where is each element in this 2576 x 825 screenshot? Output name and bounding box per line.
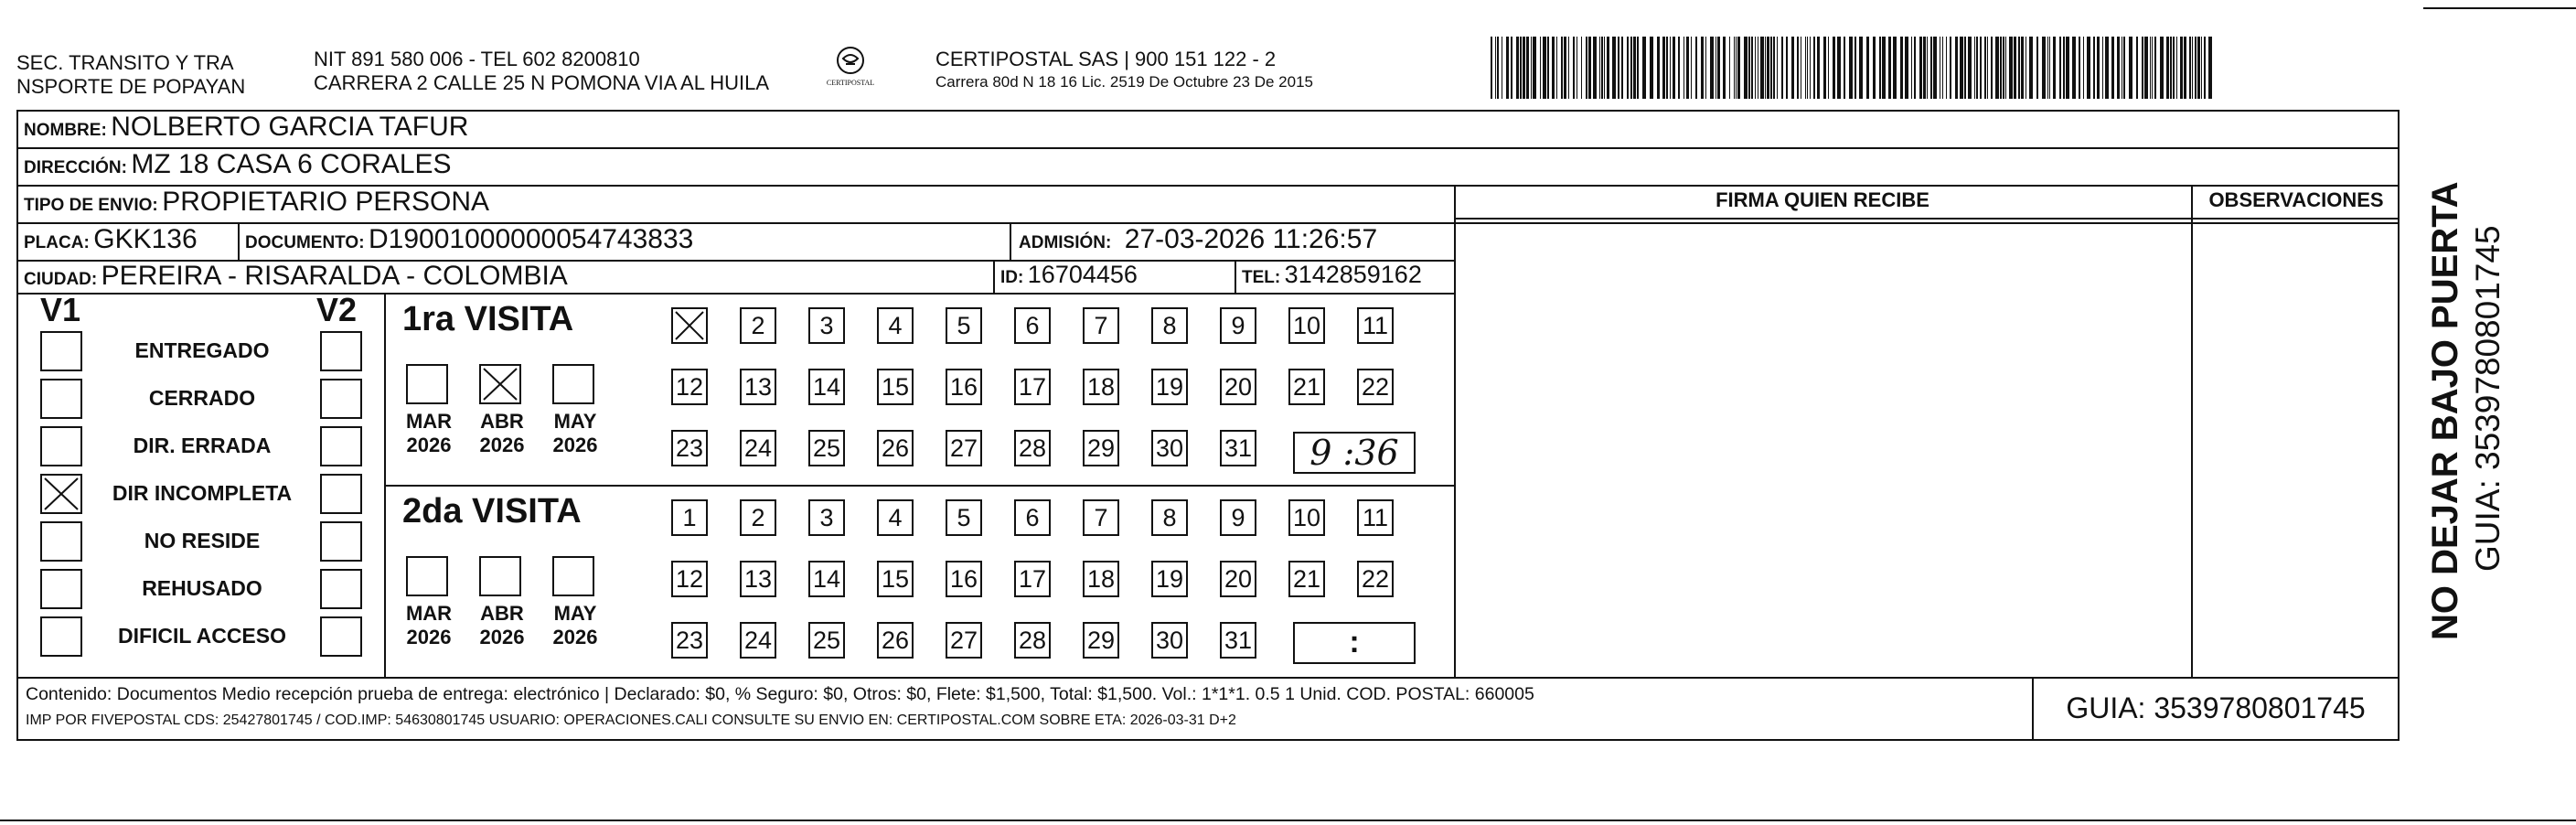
id-value: 16704456	[1027, 261, 1138, 288]
status-v1-checkbox[interactable]	[40, 379, 82, 419]
second-visit-day-box[interactable]: 21	[1288, 561, 1325, 597]
first-visit-day-box[interactable]: 2	[740, 307, 776, 344]
first-visit-day-box[interactable]: 16	[946, 369, 982, 405]
status-v2-checkbox[interactable]	[320, 521, 362, 562]
status-label: DIFICIL ACCESO	[117, 624, 286, 648]
status-v2-checkbox[interactable]	[320, 426, 362, 466]
second-visit-day-box[interactable]: 6	[1014, 499, 1051, 536]
first-visit-day-box[interactable]: 12	[671, 369, 708, 405]
status-v1-checkbox[interactable]	[40, 474, 82, 514]
first-visit-month-checkbox[interactable]	[552, 364, 594, 404]
second-visit-day-box[interactable]: 27	[946, 622, 982, 659]
second-visit-day-box[interactable]: 18	[1083, 561, 1119, 597]
first-visit-day-box[interactable]: 11	[1357, 307, 1394, 344]
first-visit-month-label	[470, 410, 534, 457]
month-year: 2026	[406, 626, 452, 648]
first-visit-day-box[interactable]: 9	[1220, 307, 1256, 344]
first-visit-day-box[interactable]	[671, 307, 708, 344]
second-visit-month-label	[470, 602, 534, 649]
month-year: 2026	[552, 434, 598, 456]
first-visit-day-box[interactable]: 15	[877, 369, 914, 405]
tel-label: TEL:	[1242, 268, 1281, 287]
placa-label: PLACA:	[24, 233, 90, 252]
month-year: 2026	[479, 434, 525, 456]
admision-cell	[1019, 224, 1377, 255]
second-visit-time[interactable]	[1293, 622, 1416, 664]
month-name: MAY	[553, 602, 597, 625]
col-divider	[1235, 260, 1236, 293]
first-visit-day-box[interactable]: 17	[1014, 369, 1051, 405]
second-visit-day-box[interactable]: 19	[1151, 561, 1188, 597]
month-name: MAY	[553, 410, 597, 433]
second-visit-month-label	[543, 602, 607, 649]
status-label: DIR. ERRADA	[133, 434, 272, 457]
company-license: Carrera 80d N 18 16 Lic. 2519 De Octubre 23 De 2015	[935, 73, 1313, 91]
nombre-value: NOLBERTO GARCIA TAFUR	[111, 112, 469, 142]
v1-label: V1	[40, 291, 81, 328]
v2-label: V2	[316, 291, 358, 328]
col-divider	[1010, 222, 1011, 260]
second-visit-day-box[interactable]: 9	[1220, 499, 1256, 536]
status-label: CERRADO	[148, 386, 256, 410]
sender-office-line-2: NSPORTE DE POPAYAN	[16, 75, 246, 98]
first-visit-day-box[interactable]: 8	[1151, 307, 1188, 344]
observaciones-area[interactable]	[2193, 220, 2398, 675]
first-visit-day-box[interactable]: 19	[1151, 369, 1188, 405]
second-visit-day-box[interactable]: 11	[1357, 499, 1394, 536]
ciudad-label: CIUDAD:	[24, 270, 98, 289]
month-name: MAR	[405, 602, 453, 625]
second-visit-month-label	[397, 602, 461, 649]
barcode	[1489, 37, 2215, 99]
contenido-text: Contenido: Documentos Medio recepción prueba de entrega: electrónico | Declarado: $0, % Seguro: $0, Otros: $0, Flete: $1,500, Total: $1,500. Vol.: 1*1*1. 0.5 1 Unid. COD. POSTAL: 660005	[26, 684, 1534, 704]
first-visit-day-box[interactable]: 5	[946, 307, 982, 344]
second-visit-day-box[interactable]: 8	[1151, 499, 1188, 536]
sender-contact	[314, 48, 769, 95]
first-visit-day-box[interactable]: 13	[740, 369, 776, 405]
company-info	[935, 48, 1313, 93]
second-visit-day-box[interactable]: 17	[1014, 561, 1051, 597]
nombre-row	[24, 112, 468, 143]
documento-label: DOCUMENTO:	[245, 233, 365, 252]
status-label: REHUSADO	[142, 576, 262, 600]
status-v1-checkbox[interactable]	[40, 616, 82, 657]
second-visit-day-box[interactable]: 13	[740, 561, 776, 597]
admision-value: 27-03-2026 11:26:57	[1124, 224, 1378, 254]
first-visit-day-box[interactable]: 29	[1083, 430, 1119, 466]
first-visit-month-checkbox[interactable]	[406, 364, 448, 404]
first-visit-day-box[interactable]: 30	[1151, 430, 1188, 466]
first-visit-day-box[interactable]: 21	[1288, 369, 1325, 405]
status-v2-checkbox[interactable]	[320, 616, 362, 657]
id-label: ID:	[1000, 268, 1024, 287]
first-visit-title: 1ra VISITA	[402, 300, 574, 338]
second-visit-month-checkbox[interactable]	[406, 556, 448, 596]
first-visit-month-checkbox[interactable]	[479, 364, 521, 404]
second-visit-day-box[interactable]: 31	[1220, 622, 1256, 659]
second-visit-day-box[interactable]: 30	[1151, 622, 1188, 659]
logo-text: CERTIPOSTAL	[826, 79, 875, 87]
second-visit-day-box[interactable]: 20	[1220, 561, 1256, 597]
second-visit-day-box[interactable]: 23	[671, 622, 708, 659]
month-year: 2026	[479, 626, 525, 648]
side-notice: NO DEJAR BAJO PUERTA	[2425, 181, 2465, 640]
direccion-value: MZ 18 CASA 6 CORALES	[131, 149, 452, 179]
month-year: 2026	[552, 626, 598, 648]
second-visit-title: 2da VISITA	[402, 492, 582, 530]
second-visit-day-box[interactable]: 16	[946, 561, 982, 597]
second-visit-day-box[interactable]: 22	[1357, 561, 1394, 597]
month-name: ABR	[480, 410, 524, 433]
imp-text: IMP POR FIVEPOSTAL CDS: 25427801745 / COD.IMP: 54630801745 USUARIO: OPERACIONES.CALI CONSULTE SU ENVIO EN: CERTIPOSTAL.COM SOBRE ETA: 2026-03-31 D+2	[26, 712, 1236, 728]
second-visit-day-box[interactable]: 7	[1083, 499, 1119, 536]
first-visit-day-box[interactable]: 7	[1083, 307, 1119, 344]
second-visit-day-box[interactable]: 25	[808, 622, 845, 659]
first-visit-time-value: 9 :36	[1309, 433, 1399, 473]
first-visit-day-box[interactable]: 26	[877, 430, 914, 466]
second-visit-time-value: :	[1349, 625, 1360, 659]
page-bottom-line	[0, 820, 2576, 821]
first-visit-day-box[interactable]: 14	[808, 369, 845, 405]
direccion-row	[24, 149, 452, 180]
first-visit-day-box[interactable]: 10	[1288, 307, 1325, 344]
status-v2-checkbox[interactable]	[320, 569, 362, 609]
row-divider	[384, 485, 1454, 487]
second-visit-month-checkbox[interactable]	[479, 556, 521, 596]
row-divider	[16, 677, 2400, 679]
status-v2-checkbox[interactable]	[320, 331, 362, 371]
second-visit-day-box[interactable]: 26	[877, 622, 914, 659]
sender-nit: NIT 891 580 006 - TEL 602 8200810	[314, 48, 640, 70]
month-name: MAR	[405, 410, 453, 433]
status-v1-checkbox[interactable]	[40, 521, 82, 562]
nombre-label: NOMBRE:	[24, 121, 107, 140]
second-visit-day-box[interactable]: 28	[1014, 622, 1051, 659]
tel-value: 3142859162	[1284, 261, 1422, 288]
tipo-row	[24, 187, 489, 218]
status-v1-checkbox[interactable]	[40, 426, 82, 466]
first-visit-day-box[interactable]: 6	[1014, 307, 1051, 344]
tipo-label: TIPO DE ENVIO:	[24, 196, 158, 215]
first-visit-day-box[interactable]: 4	[877, 307, 914, 344]
first-visit-day-box[interactable]: 22	[1357, 369, 1394, 405]
id-cell	[1000, 261, 1138, 289]
company-name: CERTIPOSTAL SAS | 900 151 122 - 2	[935, 48, 1277, 70]
second-visit-day-box[interactable]: 1	[671, 499, 708, 536]
first-visit-day-box[interactable]: 18	[1083, 369, 1119, 405]
tel-cell	[1242, 261, 1422, 289]
tipo-value: PROPIETARIO PERSONA	[162, 187, 490, 217]
second-visit-day-box[interactable]: 4	[877, 499, 914, 536]
second-visit-month-checkbox[interactable]	[552, 556, 594, 596]
documento-value: D19001000000054743833	[369, 224, 694, 254]
first-visit-month-label	[397, 410, 461, 457]
ciudad-value: PEREIRA - RISARALDA - COLOMBIA	[101, 261, 568, 291]
first-visit-month-label	[543, 410, 607, 457]
side-guia: GUIA: 3539780801745	[2469, 225, 2507, 572]
first-visit-day-box[interactable]: 20	[1220, 369, 1256, 405]
first-visit-day-box[interactable]: 27	[946, 430, 982, 466]
second-visit-day-box[interactable]: 29	[1083, 622, 1119, 659]
first-visit-day-box[interactable]: 3	[808, 307, 845, 344]
status-v1-checkbox[interactable]	[40, 331, 82, 371]
documento-cell	[245, 224, 693, 255]
second-visit-day-box[interactable]: 3	[808, 499, 845, 536]
footer-guia: GUIA: 3539780801745	[2066, 691, 2366, 724]
sender-address: CARRERA 2 CALLE 25 N POMONA VIA AL HUILA	[314, 71, 770, 94]
second-visit-day-box[interactable]: 5	[946, 499, 982, 536]
second-visit-day-box[interactable]: 15	[877, 561, 914, 597]
row-divider	[16, 293, 1454, 295]
col-divider	[993, 260, 995, 293]
status-v2-checkbox[interactable]	[320, 379, 362, 419]
month-name: ABR	[480, 602, 524, 625]
first-visit-day-box[interactable]: 28	[1014, 430, 1051, 466]
first-visit-day-box[interactable]: 23	[671, 430, 708, 466]
firma-header: FIRMA QUIEN RECIBE	[1716, 188, 1929, 211]
status-label: ENTREGADO	[134, 338, 270, 362]
first-visit-day-box[interactable]: 24	[740, 430, 776, 466]
ciudad-cell	[24, 261, 568, 292]
col-divider	[238, 222, 240, 260]
second-visit-day-box[interactable]: 2	[740, 499, 776, 536]
page-top-line	[2423, 7, 2576, 9]
first-visit-time[interactable]	[1293, 432, 1416, 474]
firma-area[interactable]	[1456, 220, 2189, 675]
placa-cell	[24, 224, 198, 255]
second-visit-day-box[interactable]: 10	[1288, 499, 1325, 536]
first-visit-day-box[interactable]: 31	[1220, 430, 1256, 466]
observaciones-header: OBSERVACIONES	[2208, 188, 2384, 211]
sender-office	[16, 51, 245, 99]
second-visit-day-box[interactable]: 24	[740, 622, 776, 659]
certipostal-logo	[818, 40, 882, 95]
status-label: DIR INCOMPLETA	[112, 481, 293, 505]
direccion-label: DIRECCIÓN:	[24, 158, 127, 177]
month-year: 2026	[406, 434, 452, 456]
placa-value: GKK136	[93, 224, 198, 254]
second-visit-day-box[interactable]: 12	[671, 561, 708, 597]
first-visit-day-box[interactable]: 25	[808, 430, 845, 466]
status-v2-checkbox[interactable]	[320, 474, 362, 514]
sender-office-line-1: SEC. TRANSITO Y TRA	[16, 51, 234, 74]
second-visit-day-box[interactable]: 14	[808, 561, 845, 597]
status-label: NO RESIDE	[144, 529, 261, 552]
status-v1-checkbox[interactable]	[40, 569, 82, 609]
admision-label: ADMISIÓN:	[1019, 233, 1112, 252]
